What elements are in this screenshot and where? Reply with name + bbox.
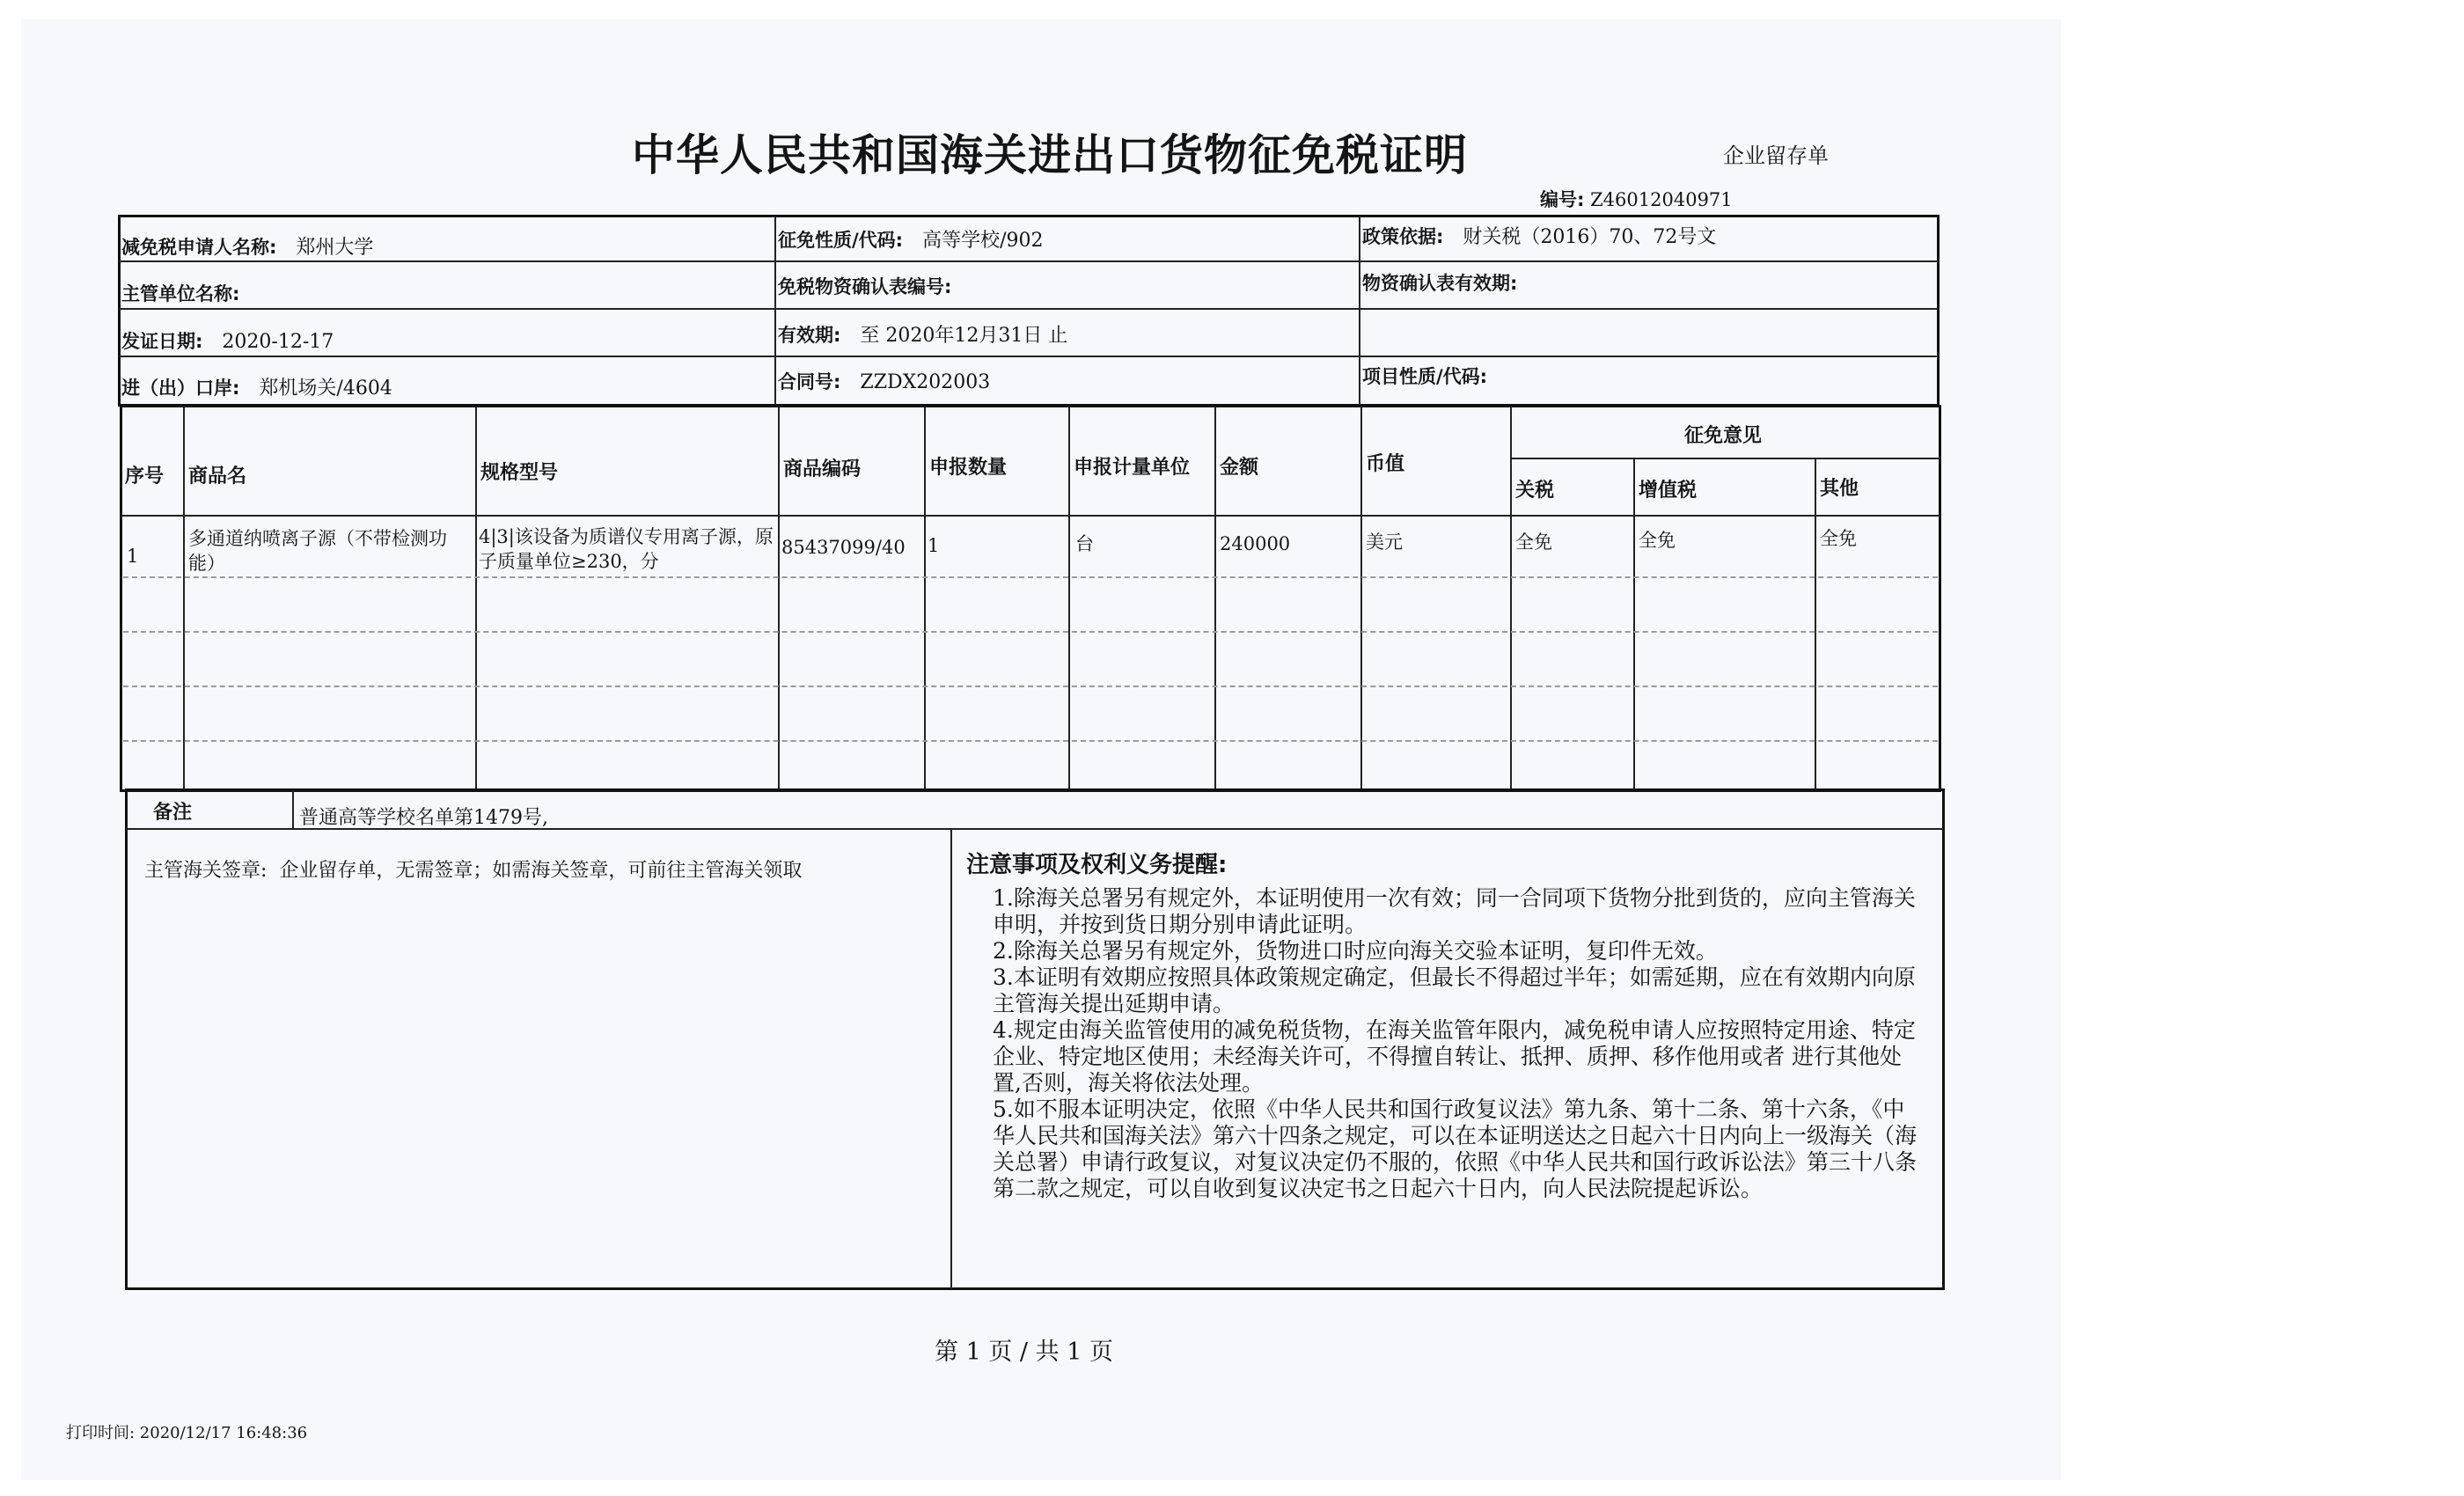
col-header-vat: 增值税 xyxy=(1639,480,1698,502)
page-footer: 第 1 页 / 共 1 页 xyxy=(935,1338,1113,1366)
goods-col-divider xyxy=(1068,407,1070,790)
copy-label: 企业留存单 xyxy=(1723,143,1829,168)
field-label: 征免性质/代码: xyxy=(778,230,904,251)
field-contract xyxy=(778,368,990,394)
goods-row-separator xyxy=(123,631,1938,633)
goods-row-separator xyxy=(123,576,1938,578)
opinion-sub-divider xyxy=(1510,458,1940,459)
col-header-name: 商品名 xyxy=(188,466,247,488)
notes-item: 3.本证明有效期应按照具体政策规定确定，但最长不得超过半年；如需延期，应在有效期内向原主管海关提出延期申请。 xyxy=(993,964,1916,1016)
customs-signature xyxy=(144,855,802,883)
cell-currency: 美元 xyxy=(1366,532,1403,553)
serial-value: Z46012040971 xyxy=(1590,189,1733,210)
col-header-qty: 申报数量 xyxy=(929,457,1008,479)
document-title: 中华人民共和国海关进出口货物征免税证明 xyxy=(632,130,1469,180)
field-label: 发证日期: xyxy=(121,331,203,352)
cell-tariff: 全免 xyxy=(1515,532,1552,553)
field-value: 财关税（2016）70、72号文 xyxy=(1463,226,1717,248)
field-label: 合同号: xyxy=(778,371,841,392)
serial-label: 编号: xyxy=(1540,189,1585,210)
col-header-opinion: 征免意见 xyxy=(1684,425,1763,447)
field-value: 高等学校/902 xyxy=(922,230,1044,252)
notes-item: 2.除海关总署另有规定外，货物进口时应向海关交验本证明，复印件无效。 xyxy=(993,938,1718,964)
cell-qty: 1 xyxy=(928,535,940,556)
goods-col-divider xyxy=(924,407,926,790)
field-value: 2020-12-17 xyxy=(222,331,334,353)
col-header-amount: 金额 xyxy=(1220,457,1259,479)
field-project xyxy=(1362,363,1507,389)
remarks-label: 备注 xyxy=(153,802,193,824)
goods-col-divider xyxy=(183,407,185,790)
goods-table xyxy=(120,405,1941,792)
print-timestamp: 打印时间: 2020/12/17 16:48:36 xyxy=(66,1424,308,1442)
header-row-divider xyxy=(120,260,1938,262)
cell-spec: 4|3|该设备为质谱仪专用离子源，原子质量单位≥230，分 xyxy=(479,526,774,572)
goods-col-divider xyxy=(1214,407,1216,790)
field-policy xyxy=(1362,222,1716,249)
field-nature xyxy=(778,225,1043,253)
col-header-spec: 规格型号 xyxy=(480,462,559,484)
customs-signature-label: 主管海关签章: xyxy=(144,860,268,882)
goods-col-divider xyxy=(1360,407,1362,790)
field-value: 至 2020年12月31日 止 xyxy=(860,325,1068,347)
cell-other: 全免 xyxy=(1820,528,1857,549)
field-validity xyxy=(778,320,1067,348)
remarks-label-divider xyxy=(292,790,294,829)
cell-name: 多通道纳喷离子源（不带检测功能） xyxy=(188,528,447,574)
cell-unit: 台 xyxy=(1075,533,1094,554)
field-label: 项目性质/代码: xyxy=(1362,366,1488,387)
field-label: 政策依据: xyxy=(1362,226,1444,247)
field-label: 有效期: xyxy=(778,325,841,346)
goods-col-divider xyxy=(475,407,477,790)
remarks-value: 普通高等学校名单第1479号, xyxy=(299,807,548,829)
col-header-code: 商品编码 xyxy=(783,458,862,480)
col-header-currency: 币值 xyxy=(1366,453,1405,475)
field-label: 进（出）口岸: xyxy=(121,378,240,399)
col-header-other: 其他 xyxy=(1820,478,1859,500)
field-issue-date xyxy=(121,327,334,354)
cell-seq: 1 xyxy=(127,546,139,567)
col-header-seq: 序号 xyxy=(125,466,165,488)
field-value: ZZDX202003 xyxy=(860,371,991,393)
bottom-col-divider xyxy=(950,829,952,1288)
field-label: 减免税申请人名称: xyxy=(121,237,277,258)
header-col-divider xyxy=(1359,216,1360,405)
col-header-unit: 申报计量单位 xyxy=(1074,457,1191,479)
field-authority xyxy=(121,280,259,306)
cell-amount: 240000 xyxy=(1220,533,1291,554)
field-confirm-valid xyxy=(1362,269,1536,296)
notes-title: 注意事项及权利义务提醒: xyxy=(966,852,1228,878)
goods-row-separator xyxy=(123,686,1938,687)
goods-col-divider xyxy=(778,407,780,790)
field-confirm-no xyxy=(778,273,971,299)
customs-signature-value: 企业留存单，无需签章；如需海关签章，可前往主管海关领取 xyxy=(279,860,803,882)
field-value: 郑州大学 xyxy=(296,237,374,259)
field-value: 郑机场关/4604 xyxy=(259,378,392,400)
goods-col-divider xyxy=(1510,407,1512,790)
col-header-tariff: 关税 xyxy=(1515,480,1555,502)
header-row-divider xyxy=(120,308,1938,310)
notes-list xyxy=(993,885,1925,1202)
goods-header-divider xyxy=(121,515,1940,517)
cell-vat: 全免 xyxy=(1639,530,1676,551)
notes-item: 4.规定由海关监管使用的减免税货物，在海关监管年限内，减免税申请人应按照特定用途、特定企业、特定地区使用；未经海关许可，不得擅自转让、抵押、质押、移作他用或者 进行其他处置,否则，海关将依法处理。 xyxy=(993,1017,1916,1096)
cell-code: 85437099/40 xyxy=(781,537,906,558)
header-col-divider xyxy=(774,216,776,405)
header-row-divider xyxy=(120,356,1938,357)
notes-item: 5.如不服本证明决定，依照《中华人民共和国行政复议法》第九条、第十二条、第十六条，《中华人民共和国海关法》第六十四条之规定，可以在本证明送达之日起六十日内向上一级海关（海关总署）申请行政复议，对复议决定仍不服的，依照《中华人民共和国行政诉讼法》第三十八条第二款之规定，可以自收到复议决定书之日起六十日内，向人民法院提起诉讼。 xyxy=(993,1096,1918,1201)
notes-item: 1.除海关总署另有规定外，本证明使用一次有效；同一合同项下货物分批到货的，应向主管海关申明，并按到货日期分别申请此证明。 xyxy=(993,885,1916,937)
field-port xyxy=(121,373,392,400)
goods-row-separator xyxy=(123,740,1938,742)
field-label: 免税物资确认表编号: xyxy=(778,276,952,297)
field-applicant xyxy=(121,232,373,260)
field-label: 主管单位名称: xyxy=(121,283,240,304)
serial-number xyxy=(1540,186,1733,212)
field-label: 物资确认表有效期: xyxy=(1362,273,1518,294)
